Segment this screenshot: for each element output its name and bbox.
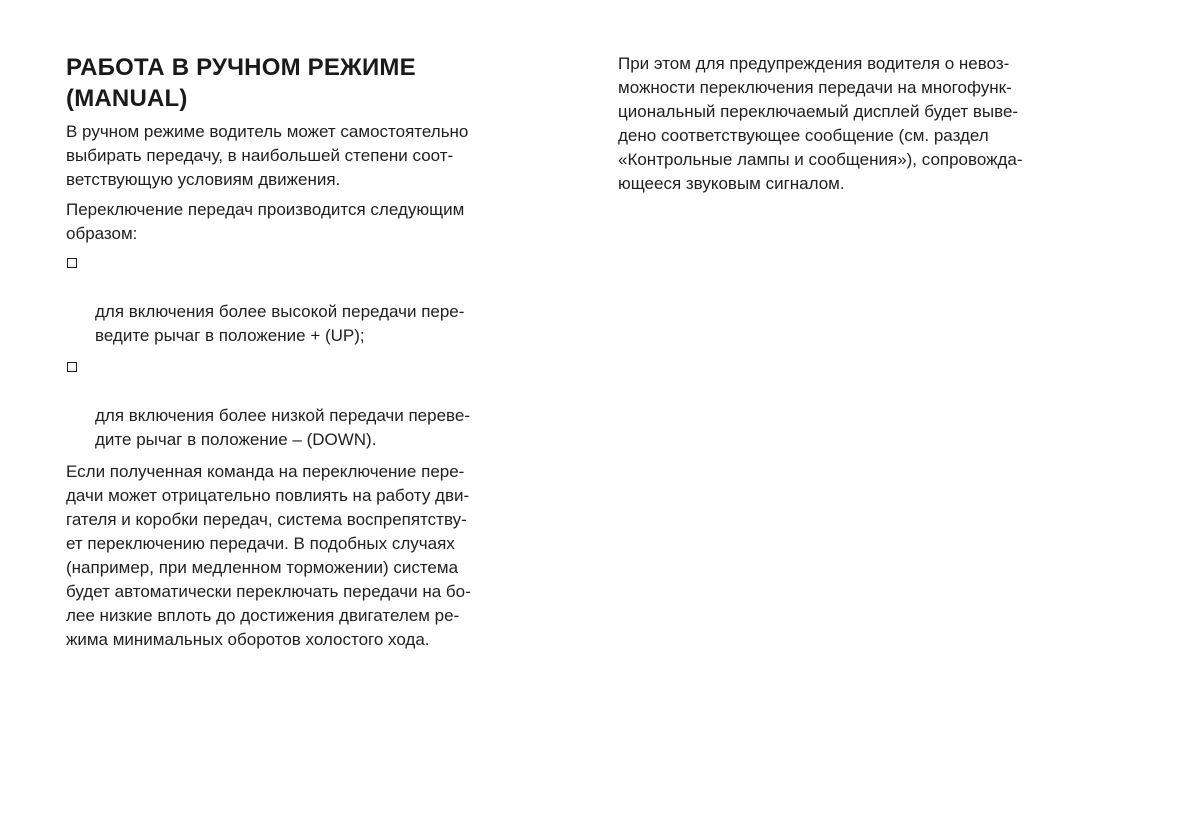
intro-paragraph: В ручном режиме водитель может самостоятельно выбирать передачу, в наибольшей степени соот- ветствующую условиям движения.	[66, 122, 469, 189]
checkbox-bullet-icon	[67, 258, 77, 268]
section-title	[66, 52, 566, 114]
section-title-line1: РАБОТА В РУЧНОМ РЕЖИМЕ	[66, 54, 416, 81]
left-column	[66, 52, 566, 658]
warning-paragraph: При этом для предупреждения водителя о невоз- можности переключения передачи на многофунк- циональный переключаемый дисплей будет выве- дено соответствующее сообщение (см. раздел «Контрольные лампы и сообщения»), сопровожда- ющееся звуковым сигналом.	[618, 54, 1023, 193]
shift-instructions-list	[66, 252, 566, 452]
right-column	[618, 52, 1118, 202]
protection-paragraph: Если полученная команда на переключение пере- дачи может отрицательно повлиять на работу дви- гателя и коробки передач, система воспрепятству- ет переключению передачи. В подобных случаях (например, при медленном торможении) система будет автоматически переключать передачи на бо- лее низкие вплоть до достижения двигателем ре- жима минимальных оборотов холостого хода.	[66, 462, 471, 649]
list-item-text: для включения более низкой передачи переве- дите рычаг в положение – (DOWN).	[95, 406, 470, 449]
shifting-paragraph: Переключение передач производится следующим образом:	[66, 200, 465, 243]
list-item-upshift	[66, 252, 566, 348]
section-title-line2: (MANUAL)	[66, 85, 188, 112]
checkbox-bullet-icon	[67, 362, 77, 372]
list-item-text: для включения более высокой передачи пере- ведите рычаг в положение + (UP);	[95, 302, 465, 345]
list-item-downshift	[66, 356, 566, 452]
